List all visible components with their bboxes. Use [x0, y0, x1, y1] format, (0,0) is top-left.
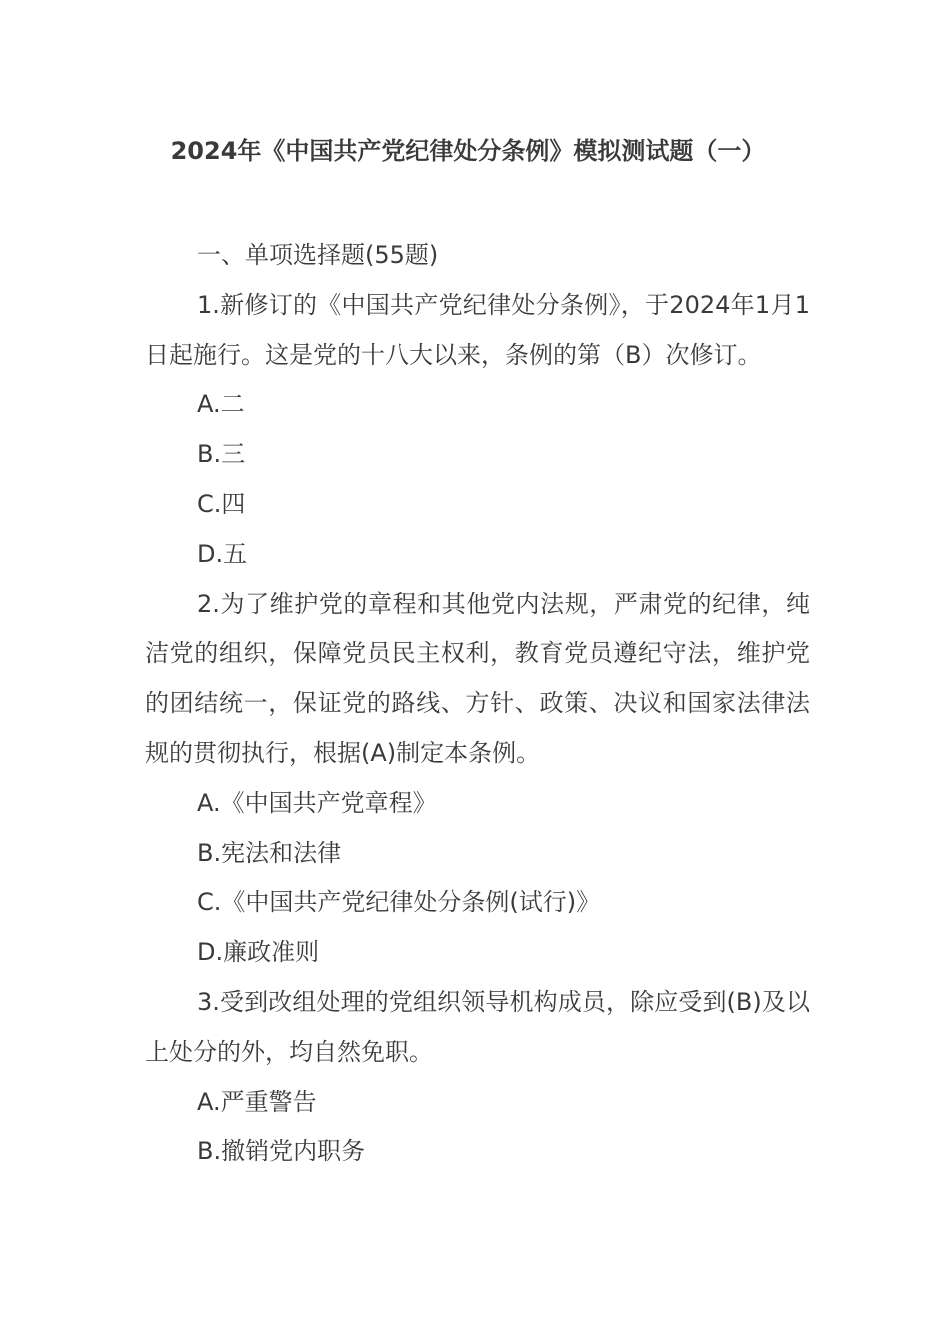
question-3-option-b: B.撤销党内职务 [197, 1137, 366, 1166]
question-2-option-b: B.宪法和法律 [197, 838, 342, 867]
question-2-stem: 2.为了维护党的章程和其他党内法规，严肃党的纪律，纯洁党的组织，保障党员民主权利，教育党员遵纪守法，维护党的团结统一，保证党的路线、方针、政策、决议和国家法律法规的贯彻执行，根据(A)制定本条例。 [145, 589, 810, 767]
question-2-option-a: A.《中国共产党章程》 [197, 788, 437, 817]
question-1-option-a: A.二 [197, 390, 245, 419]
question-1-option-c: C.四 [197, 489, 246, 518]
question-1-option-b: B.三 [197, 440, 246, 469]
document-title: 2024年《中国共产党纪律处分条例》模拟测试题（一） [170, 137, 766, 165]
question-3-option-a: A.严重警告 [197, 1087, 317, 1116]
question-1-stem: 1.新修订的《中国共产党纪律处分条例》，于2024年1月1日起施行。这是党的十八大以来，条例的第（B）次修订。 [145, 290, 810, 369]
question-2-option-c: C.《中国共产党纪律处分条例(试行)》 [197, 888, 601, 917]
question-2-option-d: D.廉政准则 [197, 938, 320, 967]
section-heading: 一、单项选择题(55题) [197, 241, 439, 269]
document-body [145, 231, 810, 1177]
question-3-stem: 3.受到改组处理的党组织领导机构成员，除应受到(B)及以上处分的外，均自然免职。 [145, 987, 810, 1066]
question-1-option-d: D.五 [197, 539, 248, 568]
